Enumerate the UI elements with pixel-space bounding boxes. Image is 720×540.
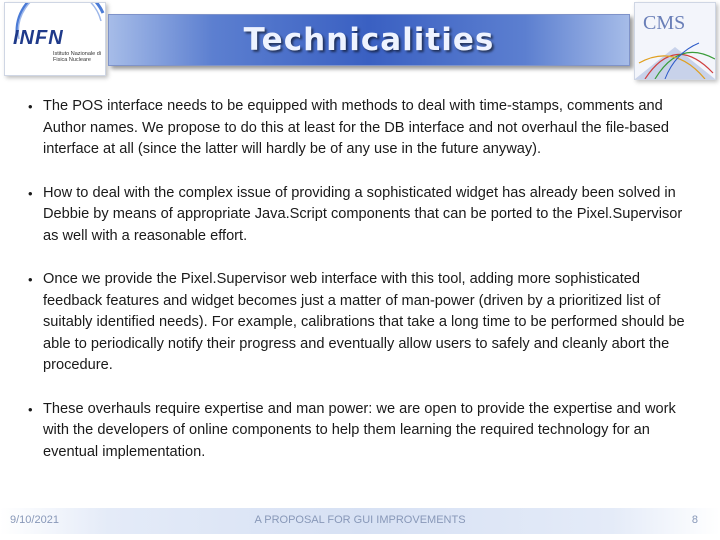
infn-logo xyxy=(4,2,106,76)
bullet-text: Once we provide the Pixel.Supervisor web interface with this tool, adding more sophisticated feedback features and widget becomes just a matter of man-power (driven by a prioritized list of suitably identified needs). For example, calibrations that take a long time to be performed should be able to periodically notify their progress and eventually allow users to safely and cleanly abort the procedure. xyxy=(43,271,685,373)
slide-title: Technicalities xyxy=(243,22,495,58)
bullet-text: The POS interface needs to be equipped with methods to deal with time-stamps, comments and Author names. We propose to do this at least for the DB interface and not overhaul the file-based interface at all (since the latter will hardly be of any use in the future anyway). xyxy=(43,98,670,157)
bullet-icon: • xyxy=(28,272,33,287)
slide-footer xyxy=(0,508,720,534)
bullet-item-3 xyxy=(28,269,698,377)
bullet-item-2 xyxy=(28,183,698,248)
bullet-item-1 xyxy=(28,96,698,161)
bullet-icon: • xyxy=(28,99,33,114)
infn-logo-text: INFN xyxy=(13,27,64,49)
page-number: 8 xyxy=(691,514,698,526)
footer-title: A PROPOSAL FOR GUI IMPROVEMENTS xyxy=(254,514,466,526)
infn-logo-subtitle: Istituto Nazionale di Fisica Nucleare xyxy=(53,51,101,63)
cms-detector-icon xyxy=(635,3,715,79)
cms-logo-text: CMS xyxy=(643,12,686,34)
title-bar xyxy=(108,14,630,66)
bullet-icon: • xyxy=(28,401,33,417)
footer-date: 9/10/2021 xyxy=(10,514,59,526)
bullet-item-4 xyxy=(28,399,698,464)
bullet-icon: • xyxy=(28,185,33,201)
bullet-text: These overhauls require expertise and man power: we are open to provide the expertise and work with the developers of online components to help them learning the required technology for an eventual implementation. xyxy=(43,400,676,460)
bullet-list xyxy=(28,96,698,463)
bullet-text: How to deal with the complex issue of providing a sophisticated widget has already been solved in Debbie by means of appropriate Java.Script components that can be ported to the Pixel.Supervisor as well with a reasonable effort. xyxy=(43,184,683,244)
cms-logo xyxy=(634,2,716,80)
